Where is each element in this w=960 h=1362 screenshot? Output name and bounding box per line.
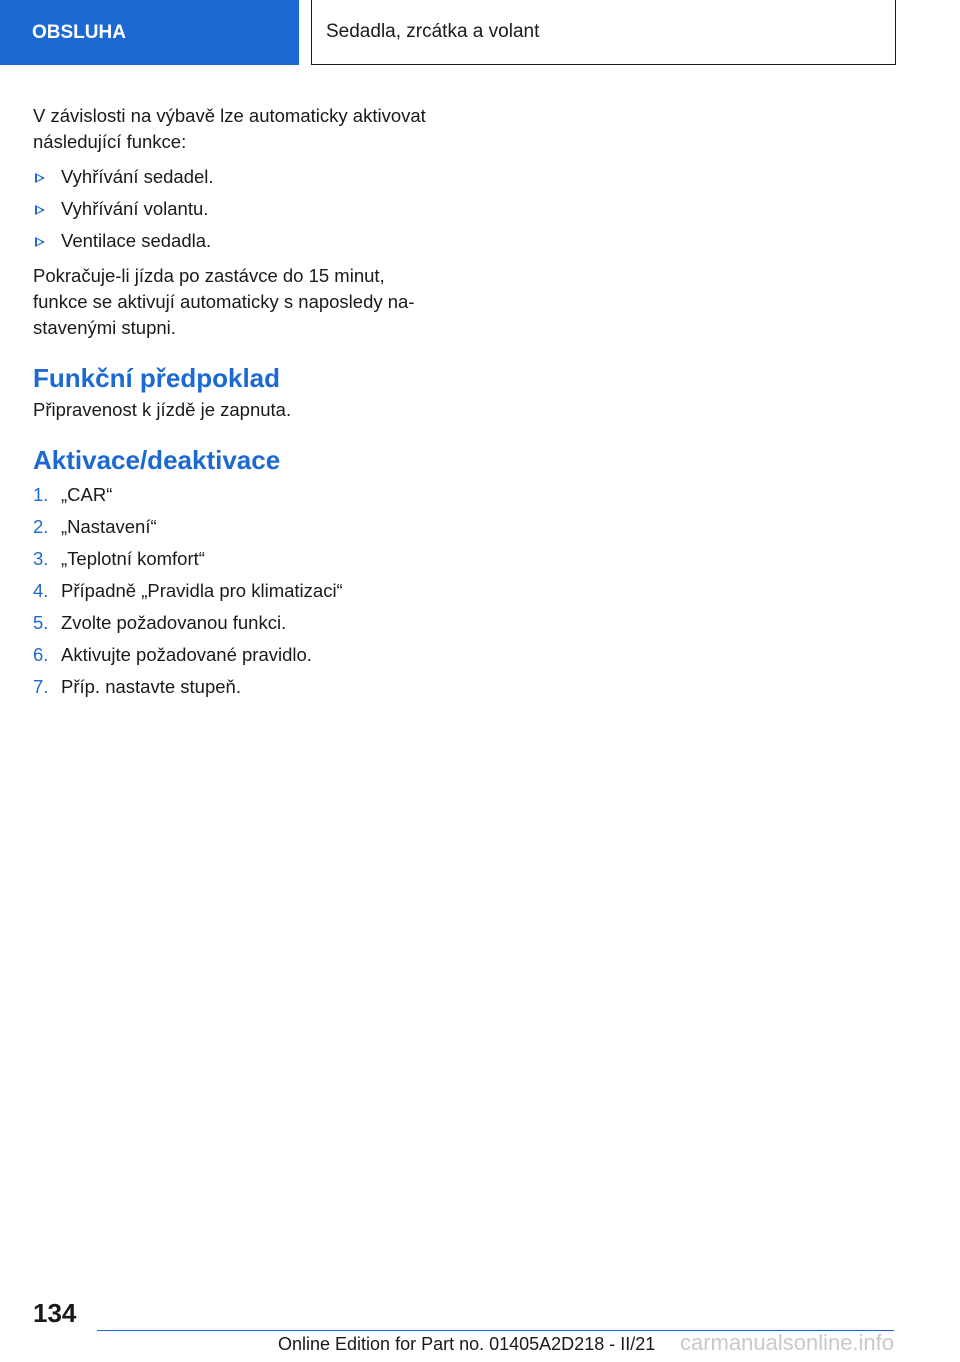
step-item — [33, 575, 433, 607]
watermark: carmanualsonline.info — [680, 1330, 895, 1355]
list-item: Vyhřívání volantu. — [33, 193, 433, 225]
activation-steps — [33, 479, 433, 703]
step-item — [33, 543, 433, 575]
triangle-bullet-icon — [35, 173, 45, 183]
section-label: OBSLUHA — [32, 21, 126, 43]
activation-heading: Aktivace/deaktivace — [33, 445, 281, 475]
precondition-text: Připravenost k jízdě je zapnuta. — [33, 399, 292, 420]
step-item — [33, 671, 433, 703]
step-text: Aktivujte požadované pravidlo. — [61, 644, 312, 665]
intro-note: Pokračuje-li jízda po zastávce do 15 minut, funkce se aktivují automaticky s naposledy na-stavenými stupni. — [33, 265, 415, 338]
edition-text: Online Edition for Part no. 01405A2D218 - II/21 — [278, 1334, 656, 1354]
step-text: „Nastavení“ — [61, 516, 157, 537]
step-item — [33, 607, 433, 639]
step-number: 6. — [33, 644, 49, 665]
step-item — [33, 511, 433, 543]
step-item — [33, 479, 433, 511]
chapter-title: Sedadla, zrcátka a volant — [326, 21, 540, 42]
triangle-bullet-icon — [35, 205, 45, 215]
feature-list — [33, 161, 433, 257]
step-number: 5. — [33, 612, 49, 633]
section-tab — [0, 0, 299, 65]
step-number: 4. — [33, 580, 49, 601]
step-number: 1. — [33, 484, 49, 505]
page-number: 134 — [33, 1298, 77, 1328]
precondition-heading: Funkční předpoklad — [33, 363, 281, 393]
step-text: Příp. nastavte stupeň. — [61, 676, 241, 697]
step-number: 3. — [33, 548, 49, 569]
step-text: „Teplotní komfort“ — [61, 548, 205, 569]
page-content — [33, 103, 433, 703]
triangle-bullet-icon — [35, 237, 45, 247]
step-text: „CAR“ — [61, 484, 113, 505]
step-text: Zvolte požadovanou funkci. — [61, 612, 287, 633]
step-item — [33, 639, 433, 671]
intro-text: V závislosti na výbavě lze automaticky aktivovat následující funkce: — [33, 105, 426, 152]
step-number: 2. — [33, 516, 49, 537]
step-text: Případně „Pravidla pro klimatizaci“ — [61, 580, 343, 601]
list-item: Ventilace sedadla. — [33, 225, 433, 257]
step-number: 7. — [33, 676, 49, 697]
list-item: Vyhřívání sedadel. — [33, 161, 433, 193]
chapter-header — [311, 0, 896, 65]
